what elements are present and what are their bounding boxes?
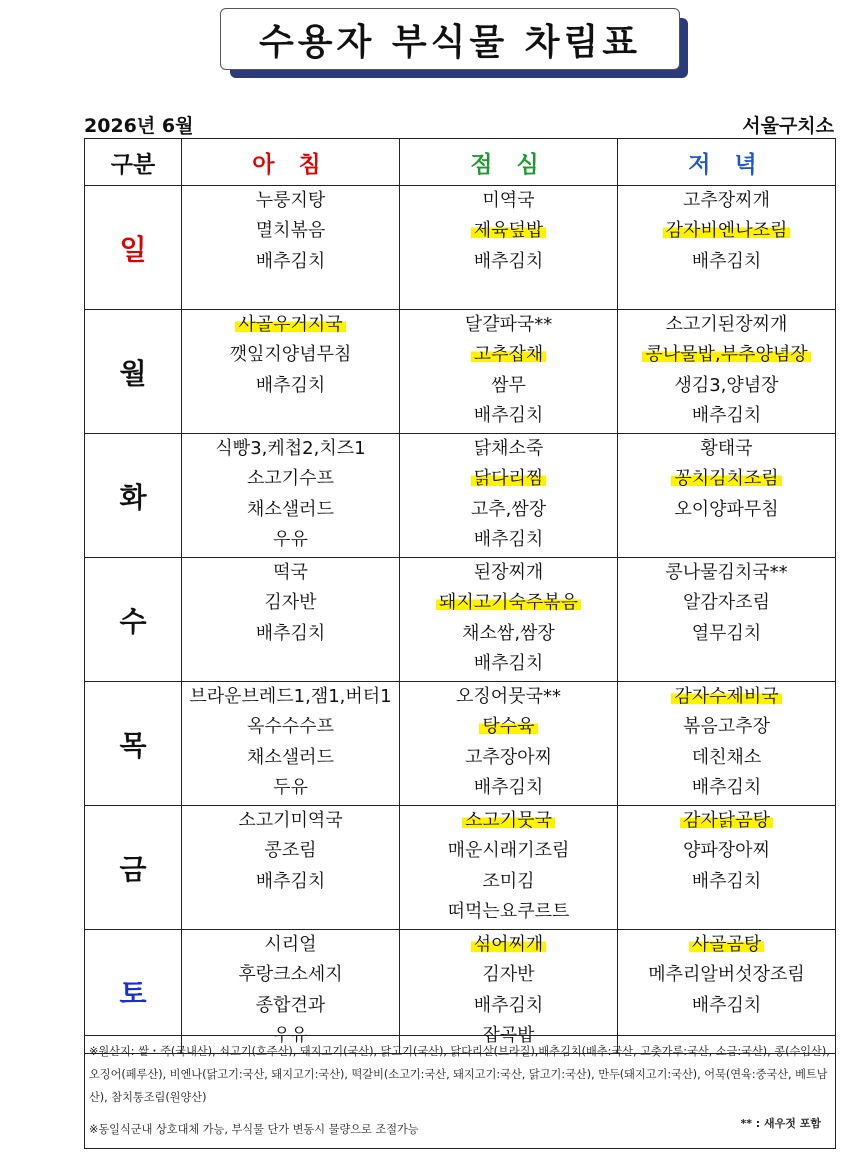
menu-item-text: 배추김치 [255,622,326,644]
menu-item [618,960,835,990]
menu-item [618,340,835,370]
menu-item-text: 배추김치 [473,776,544,798]
breakfast-cell [182,434,400,558]
menu-item [400,836,617,866]
dinner-cell [618,806,836,930]
menu-item [400,558,617,588]
header-row [85,139,836,186]
menu-item-text: 생김3,양념장 [674,374,779,396]
table-row [85,806,836,930]
menu-item-text: 소고기미역국 [238,810,343,831]
menu-item [400,897,617,927]
menu-item-text: 고추,쌈장 [470,498,547,520]
menu-item-text: 배추김치 [473,994,544,1016]
menu-item [400,743,617,773]
menu-item [618,401,835,431]
day-label: 월 [85,310,182,434]
lunch-cell [400,558,618,682]
footer-notes [84,1035,836,1149]
menu-item-text: 양파장아찌 [683,840,770,862]
menu-item [618,216,835,246]
menu-item-text: 김자반 [264,592,317,614]
menu-item-text: 달걀파국** [464,314,553,335]
menu-item [182,247,399,277]
menu-item-text: 닭다리찜 [471,468,547,489]
menu-item-text: 닭채소죽 [473,438,544,459]
menu-item-text: 사골곰탕 [689,934,765,955]
menu-item [182,743,399,773]
menu-item-text: 꽁치김치조림 [671,468,781,489]
menu-item-text: 배추김치 [691,776,762,798]
menu-item [182,930,399,960]
menu-item [618,434,835,464]
menu-item-text: 열무김치 [691,622,762,644]
menu-item-text: 고추장아찌 [465,746,552,768]
breakfast-cell [182,186,400,310]
menu-item-text: 채소쌈,쌈장 [462,622,555,644]
menu-item [618,682,835,712]
menu-item-text: 시리얼 [264,934,317,955]
menu-item-text: 떡국 [273,562,308,583]
menu-item [618,712,835,742]
menu-item-text: 배추김치 [691,994,762,1016]
dinner-cell [618,558,836,682]
menu-item [400,434,617,464]
menu-item-text: 조미김 [482,870,535,892]
dinner-cell [618,186,836,310]
menu-item-text: 사골우거지국 [235,314,345,335]
menu-item [618,836,835,866]
menu-item [400,619,617,649]
breakfast-cell [182,558,400,682]
header-lunch: 점 심 [400,139,618,186]
period-label: 2026년 6월 [84,115,194,137]
menu-item [182,682,399,712]
menu-item-text: 잡곡밥 [482,1024,535,1046]
menu-item [618,371,835,401]
menu-item [400,495,617,525]
menu-item-text: 데친채소 [691,746,762,768]
menu-item-text: 황태국 [700,438,753,459]
menu-item [182,558,399,588]
menu-item [400,340,617,370]
page-title: 수용자 부식물 차림표 [220,8,680,70]
menu-item [400,401,617,431]
menu-item-text: 쌈무 [491,374,526,396]
menu-item-text: 옥수수수프 [247,716,334,738]
menu-item [618,495,835,525]
menu-item-text: 소고기수프 [247,468,334,490]
menu-item [182,991,399,1021]
menu-item-text: 배추김치 [255,250,326,272]
menu-item-text: 떠먹는요쿠르트 [447,900,570,922]
menu-item [618,806,835,836]
lunch-cell [400,806,618,930]
table-row [85,682,836,806]
menu-item-text: 고추장찌개 [683,190,770,211]
menu-item-text: 알감자조림 [683,592,770,614]
menu-item [618,991,835,1021]
menu-item-text: 콩나물밥,부추양념장 [642,344,810,365]
day-label: 토 [85,930,182,1054]
menu-item-text: 배추김치 [473,528,544,550]
menu-item [182,464,399,494]
menu-item [400,371,617,401]
office-label: 서울구치소 [742,115,834,137]
menu-item-text: 메추리알버섯장조림 [648,964,805,986]
menu-item-text: 오징어뭇국** [456,686,561,707]
menu-item-text: 배추김치 [691,870,762,892]
menu-item [618,867,835,897]
dinner-cell [618,434,836,558]
menu-item [400,525,617,555]
menu-item-text: 오이양파무침 [674,498,779,520]
menu-item-text: 고추잡채 [471,344,547,365]
menu-item-text: 감자비엔나조림 [663,220,791,241]
menu-item-text: 배추김치 [473,404,544,426]
shrimp-note: ** : 새우젓 포함 [740,1117,821,1130]
menu-item-text: 된장찌개 [473,562,544,583]
menu-item [182,186,399,216]
menu-item-text: 미역국 [482,190,535,211]
lunch-cell [400,434,618,558]
header-dinner: 저 녁 [618,139,836,186]
menu-item-text: 우유 [273,528,308,550]
menu-item-text: 배추김치 [255,374,326,396]
menu-item-text: 채소샐러드 [247,498,334,520]
menu-item-text: 배추김치 [691,404,762,426]
menu-item [182,216,399,246]
menu-item [182,434,399,464]
origin-note: ※원산지: 쌀・죽(국내산), 쇠고기(호주산), 돼지고기(국산), 닭고기(국산), 닭다리살(브라질),배추김치(배추:국산, 고춧가루:국산, 소금:국산), 콩(수입산), 오징어(페루산), 비엔나(닭고기:국산, 돼지고기:국산), 떡갈비(소고기:국산, 돼지고기:국산, 닭고기:국산), 만두(돼지고기:국산), 어묵(연육:중국산, 베트남산), 참치통조림(원양산) [89,1045,830,1104]
lunch-cell [400,310,618,434]
menu-item-text: 종합견과 [255,994,326,1016]
menu-item [400,806,617,836]
breakfast-cell [182,310,400,434]
menu-item [182,525,399,555]
menu-item-text: 감자닭곰탕 [680,810,773,831]
header-breakfast: 아 침 [182,139,400,186]
title-block [220,8,690,78]
menu-item [618,773,835,803]
menu-item-text: 배추김치 [473,250,544,272]
menu-item [400,867,617,897]
menu-item-text: 배추김치 [473,652,544,674]
day-label: 금 [85,806,182,930]
menu-item [618,619,835,649]
menu-item-text: 김자반 [482,964,535,986]
day-label: 목 [85,682,182,806]
menu-item-text: 소고기뭇국 [462,810,555,831]
menu-item-text: 제육덮밥 [471,220,547,241]
menu-item-text: 누룽지탕 [255,190,326,211]
table-row [85,558,836,682]
table-row [85,186,836,310]
menu-item-text: 브라운브레드1,잼1,버터1 [189,686,392,707]
menu-item [182,340,399,370]
menu-item [182,867,399,897]
menu-item [400,247,617,277]
menu-item-text: 감자수제비국 [671,686,781,707]
lunch-cell [400,186,618,310]
menu-item-text: 배추김치 [691,250,762,272]
menu-item [182,371,399,401]
menu-item-text: 섞어찌개 [471,934,547,955]
menu-item-text: 소고기된장찌개 [665,314,788,335]
menu-item-text: 후랑크소세지 [238,964,343,986]
menu-item-text: 돼지고기숙주볶음 [436,592,581,613]
menu-item [182,588,399,618]
menu-item [182,960,399,990]
day-label: 화 [85,434,182,558]
menu-item [400,773,617,803]
menu-item-text: 볶음고추장 [683,716,770,738]
menu-item [618,930,835,960]
menu-item [400,930,617,960]
menu-item-text: 배추김치 [255,870,326,892]
menu-item-text: 멸치볶음 [255,220,326,242]
menu-item [400,960,617,990]
menu-item [400,186,617,216]
menu-item [182,773,399,803]
menu-item [618,247,835,277]
menu-item-text: 두유 [273,776,308,798]
menu-item [182,310,399,340]
lunch-cell [400,682,618,806]
menu-item [618,743,835,773]
table-row [85,434,836,558]
menu-item-text: 탕수육 [479,716,537,737]
menu-item-text: 콩조림 [264,840,317,862]
dinner-cell [618,310,836,434]
menu-item [618,558,835,588]
substitution-note: ※동일식군내 상호대체 가능, 부식물 단가 변동시 물량으로 조절가능 [89,1123,419,1136]
breakfast-cell [182,806,400,930]
menu-item [182,836,399,866]
menu-item [400,310,617,340]
day-label: 수 [85,558,182,682]
menu-item [400,588,617,618]
table-row [85,310,836,434]
menu-item-text: 채소샐러드 [247,746,334,768]
menu-item [400,682,617,712]
menu-item-text: 깻잎지양념무침 [229,344,352,366]
menu-item-text: 식빵3,케첩2,치즈1 [215,438,366,459]
menu-table [84,138,836,1054]
menu-item-text: 매운시래기조림 [447,840,570,862]
menu-item [618,464,835,494]
menu-item [400,464,617,494]
menu-item [400,649,617,679]
header-day: 구분 [85,139,182,186]
menu-item [618,588,835,618]
menu-item [618,310,835,340]
menu-item [400,216,617,246]
menu-item [182,712,399,742]
menu-item [182,619,399,649]
day-label: 일 [85,186,182,310]
menu-item-text: 콩나물김치국** [665,562,788,583]
dinner-cell [618,682,836,806]
menu-item [400,712,617,742]
menu-item [400,991,617,1021]
breakfast-cell [182,682,400,806]
menu-item [182,495,399,525]
menu-body [85,186,836,1054]
menu-item [182,806,399,836]
menu-item [618,186,835,216]
menu-item-text: 우유 [273,1024,308,1046]
